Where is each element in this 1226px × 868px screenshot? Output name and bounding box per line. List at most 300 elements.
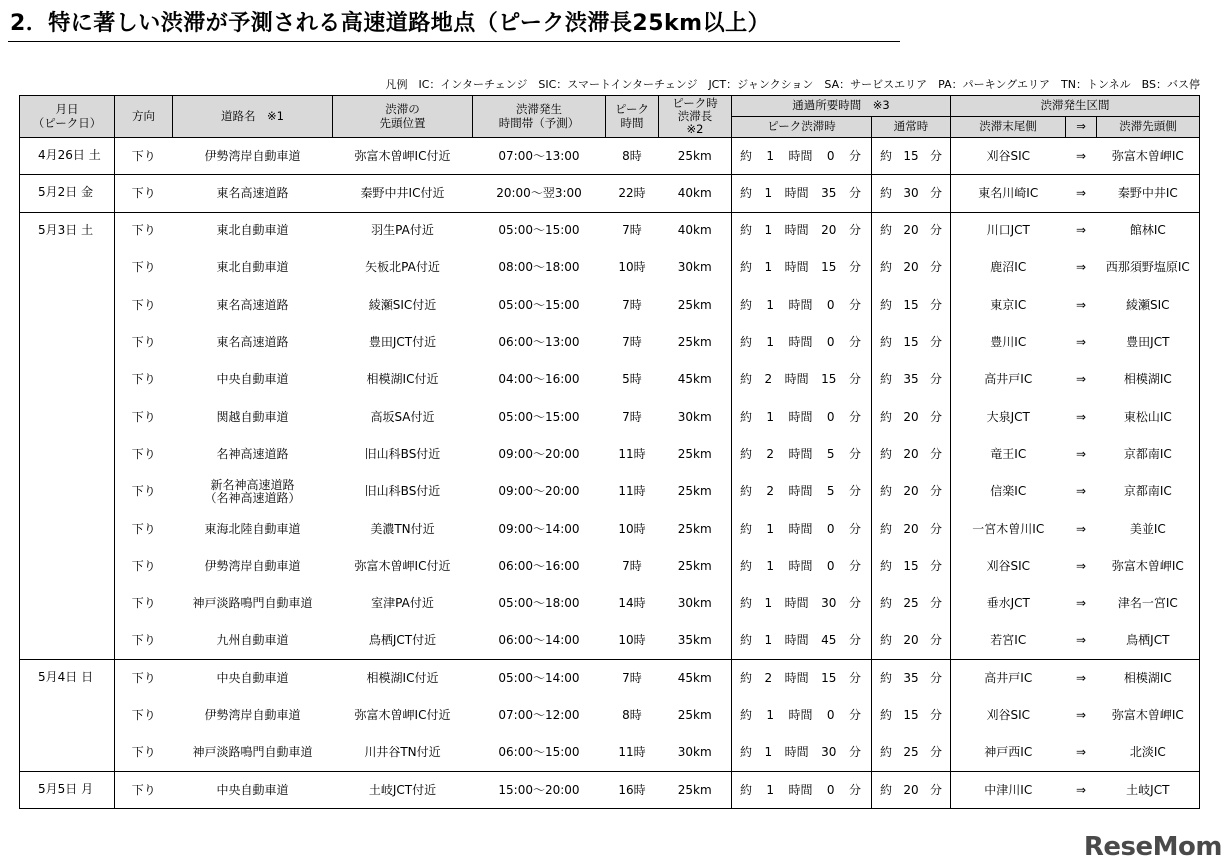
- unit-min: 分: [929, 745, 942, 760]
- congestion-table: [19, 95, 1200, 809]
- unit-hour: 時間: [788, 708, 813, 722]
- value-peak-minutes: 5: [826, 446, 835, 461]
- table-row: [20, 324, 1200, 361]
- cell-timeband: 06:00～16:00: [498, 558, 580, 573]
- value-normal-minutes: 15: [903, 148, 919, 163]
- cell-tail: 中津川IC: [951, 772, 1066, 809]
- cell-peak-time: 16時: [606, 772, 659, 809]
- unit-hour: 時間: [784, 745, 809, 760]
- unit-min: 分: [848, 372, 861, 387]
- cell-peak-time: 7時: [622, 409, 642, 424]
- cell-tail: 豊川IC: [951, 324, 1066, 361]
- cell-front: 館林IC: [1097, 212, 1200, 249]
- cell-front: 秦野中井IC: [1097, 175, 1200, 212]
- cell-direction: 下り: [115, 660, 173, 697]
- value-peak-minutes: 0: [826, 148, 835, 163]
- unit-min: 分: [929, 185, 942, 200]
- cell-road: 神戸淡路鳴門自動車道: [173, 734, 333, 771]
- unit-hour: 時間: [788, 484, 813, 499]
- unit-about: 約: [880, 521, 893, 536]
- cell-timeband: 06:00～13:00: [498, 335, 580, 350]
- value-peak-hours: 2: [764, 372, 773, 387]
- cell-peak-length: 40km: [659, 175, 732, 212]
- value-peak-hours: 1: [766, 409, 775, 424]
- value-peak-minutes: 45: [821, 633, 837, 648]
- unit-min: 分: [848, 185, 861, 200]
- unit-min: 分: [929, 335, 942, 350]
- cell-peak-time: 11時: [618, 484, 646, 499]
- value-peak-minutes: 0: [826, 409, 835, 424]
- unit-hour: 時間: [788, 409, 813, 424]
- unit-about: 約: [740, 596, 753, 611]
- cell-timeband: 04:00～16:00: [498, 372, 580, 387]
- cell-travel-peak: [732, 249, 872, 286]
- cell-arrow: ⇒: [1066, 772, 1097, 809]
- value-normal-minutes: 20: [903, 782, 919, 797]
- cell-tail: 若宮IC: [951, 622, 1066, 659]
- cell-peak-length: 25km: [677, 484, 712, 499]
- cell-arrow: ⇒: [1075, 372, 1087, 387]
- value-normal-minutes: 35: [903, 372, 919, 387]
- cell-tail: 東名川崎IC: [951, 175, 1066, 212]
- unit-min: 分: [929, 409, 942, 424]
- cell-arrow: ⇒: [1075, 708, 1087, 722]
- cell-travel-peak: [732, 510, 872, 547]
- unit-min: 分: [848, 335, 861, 350]
- value-normal-minutes: 20: [903, 633, 919, 648]
- cell-travel-peak: [732, 585, 872, 622]
- value-normal-minutes: 20: [903, 484, 919, 499]
- value-peak-minutes: 5: [826, 484, 835, 499]
- cell-tail: 刈谷SIC: [951, 138, 1066, 175]
- cell-arrow: ⇒: [1075, 260, 1087, 275]
- cell-road: 東名高速道路: [173, 175, 333, 212]
- header-travel-time: 通過所要時間 ※3: [732, 96, 951, 117]
- cell-direction: 下り: [115, 287, 173, 324]
- cell-peak-length: 25km: [659, 138, 732, 175]
- value-peak-hours: 1: [766, 558, 775, 573]
- unit-min: 分: [929, 633, 942, 648]
- cell-arrow: ⇒: [1075, 484, 1087, 499]
- unit-about: 約: [880, 596, 893, 611]
- cell-front: 弥富木曽岬IC: [1097, 548, 1200, 585]
- cell-head-position: 室津PA付近: [371, 596, 434, 611]
- cell-direction: 下り: [115, 734, 173, 771]
- cell-travel-peak: [732, 622, 872, 659]
- cell-arrow: ⇒: [1066, 212, 1097, 249]
- unit-about: 約: [740, 335, 753, 350]
- unit-min: 分: [929, 521, 942, 536]
- unit-min: 分: [929, 782, 942, 797]
- cell-road: 関越自動車道: [216, 409, 289, 424]
- cell-road: 中央自動車道: [173, 660, 333, 697]
- cell-travel-normal: [872, 287, 951, 324]
- cell-peak-length: 40km: [659, 212, 732, 249]
- value-peak-minutes: 0: [826, 782, 835, 797]
- cell-arrow: ⇒: [1075, 558, 1087, 573]
- cell-timeband: 05:00～15:00: [473, 212, 606, 249]
- cell-travel-normal: [872, 399, 951, 436]
- unit-about: 約: [880, 708, 893, 722]
- cell-peak-time: 11時: [618, 446, 646, 461]
- header-peak-time: ピーク 時間: [606, 96, 659, 138]
- cell-peak-time: 5時: [622, 372, 642, 387]
- cell-front: 豊田JCT: [1097, 324, 1200, 361]
- cell-peak-time: 7時: [622, 297, 642, 312]
- cell-head-position: 羽生PA付近: [333, 212, 473, 249]
- value-peak-minutes: 30: [821, 596, 837, 611]
- cell-arrow: ⇒: [1075, 596, 1087, 611]
- header-peak-length: ピーク時 渋滞長 ※2: [659, 96, 732, 138]
- table-body: [20, 138, 1200, 809]
- unit-hour: 時間: [784, 633, 809, 648]
- cell-front: 綾瀬SIC: [1097, 287, 1200, 324]
- unit-min: 分: [848, 782, 861, 797]
- cell-travel-normal: [872, 361, 951, 398]
- table-row: [20, 399, 1200, 436]
- cell-date: 5月4日 日: [20, 660, 115, 772]
- cell-arrow: ⇒: [1066, 175, 1097, 212]
- cell-tail: 川口JCT: [951, 212, 1066, 249]
- cell-peak-length: 45km: [677, 372, 712, 387]
- cell-front: 京都南IC: [1097, 473, 1200, 510]
- cell-peak-time: 8時: [622, 708, 642, 722]
- unit-min: 分: [929, 372, 942, 387]
- cell-peak-time: 22時: [606, 175, 659, 212]
- cell-date: 5月3日 土: [20, 212, 115, 660]
- unit-about: 約: [880, 335, 893, 350]
- value-peak-minutes: 0: [826, 708, 835, 722]
- cell-timeband: 06:00～14:00: [473, 622, 606, 659]
- unit-about: 約: [740, 558, 753, 573]
- value-peak-hours: 1: [764, 223, 773, 238]
- cell-peak-length: 30km: [677, 409, 712, 424]
- value-peak-minutes: 30: [821, 745, 837, 760]
- cell-timeband: 07:00～13:00: [473, 138, 606, 175]
- unit-about: 約: [740, 409, 753, 424]
- cell-timeband: 20:00～翌3:00: [473, 175, 606, 212]
- unit-about: 約: [740, 521, 753, 536]
- unit-about: 約: [880, 558, 893, 573]
- cell-tail: 高井戸IC: [951, 361, 1066, 398]
- value-peak-hours: 2: [766, 484, 775, 499]
- cell-peak-time: 7時: [622, 558, 642, 573]
- cell-travel-normal: [872, 249, 951, 286]
- cell-head-position: 矢板北PA付近: [365, 260, 440, 275]
- value-peak-hours: 2: [764, 670, 773, 685]
- cell-road: 東北自動車道: [173, 212, 333, 249]
- value-peak-hours: 1: [764, 260, 773, 275]
- unit-hour: 時間: [788, 521, 813, 536]
- value-normal-minutes: 25: [903, 745, 919, 760]
- cell-travel-peak: [732, 697, 872, 734]
- unit-min: 分: [929, 596, 942, 611]
- unit-about: 約: [880, 223, 893, 238]
- unit-about: 約: [880, 185, 893, 200]
- unit-about: 約: [740, 670, 753, 685]
- cell-travel-peak: [732, 175, 872, 212]
- cell-road: 中央自動車道: [216, 372, 289, 387]
- cell-road: 東北自動車道: [216, 260, 289, 275]
- value-peak-hours: 2: [766, 446, 775, 461]
- cell-timeband: 06:00～15:00: [473, 734, 606, 771]
- unit-about: 約: [740, 372, 753, 387]
- cell-travel-normal: [872, 622, 951, 659]
- cell-head-position: 弥富木曽岬IC付近: [333, 138, 473, 175]
- header-tail: 渋滞末尾側: [951, 117, 1066, 138]
- cell-peak-length: 25km: [677, 521, 712, 536]
- cell-timeband: 09:00～20:00: [498, 484, 580, 499]
- value-normal-minutes: 20: [903, 260, 919, 275]
- unit-min: 分: [848, 596, 861, 611]
- cell-front: 東松山IC: [1097, 399, 1200, 436]
- header-timeband: 渋滞発生 時間帯（予測）: [473, 96, 606, 138]
- cell-head-position: 相模湖IC付近: [366, 372, 439, 387]
- value-peak-hours: 1: [764, 633, 773, 648]
- cell-travel-peak: [732, 734, 872, 771]
- value-normal-minutes: 20: [903, 409, 919, 424]
- unit-about: 約: [740, 708, 753, 722]
- cell-tail: 一宮木曽川IC: [951, 510, 1066, 547]
- value-peak-hours: 1: [766, 335, 775, 350]
- value-normal-minutes: 20: [903, 223, 919, 238]
- table-row: [20, 175, 1200, 212]
- table-row: [20, 585, 1200, 622]
- value-peak-hours: 1: [766, 708, 775, 722]
- value-peak-hours: 1: [766, 782, 775, 797]
- cell-peak-length: 25km: [677, 446, 712, 461]
- unit-min: 分: [929, 558, 942, 573]
- cell-peak-time: 7時: [606, 660, 659, 697]
- cell-travel-peak: [732, 548, 872, 585]
- cell-front: 北淡IC: [1097, 734, 1200, 771]
- unit-min: 分: [848, 633, 861, 648]
- cell-head-position: 相模湖IC付近: [333, 660, 473, 697]
- cell-tail: 信楽IC: [951, 473, 1066, 510]
- cell-front: 西那須野塩原IC: [1097, 249, 1200, 286]
- cell-tail: 大泉JCT: [951, 399, 1066, 436]
- cell-tail: 高井戸IC: [951, 660, 1066, 697]
- value-normal-minutes: 20: [903, 521, 919, 536]
- header-section: 渋滞発生区間: [951, 96, 1200, 117]
- cell-peak-length: 45km: [659, 660, 732, 697]
- unit-min: 分: [929, 223, 942, 238]
- cell-travel-peak: [732, 436, 872, 473]
- table-row: [20, 287, 1200, 324]
- value-peak-minutes: 15: [821, 260, 837, 275]
- unit-hour: 時間: [784, 596, 809, 611]
- unit-hour: 時間: [784, 260, 809, 275]
- unit-hour: 時間: [788, 782, 813, 797]
- header-arrow: ⇒: [1066, 117, 1097, 138]
- unit-min: 分: [848, 558, 861, 573]
- table-row: [20, 510, 1200, 547]
- cell-peak-length: 30km: [659, 734, 732, 771]
- header-road: 道路名 ※1: [173, 96, 333, 138]
- cell-travel-normal: [872, 212, 951, 249]
- cell-peak-time: 10時: [606, 622, 659, 659]
- cell-peak-time: 8時: [606, 138, 659, 175]
- cell-head-position: 弥富木曽岬IC付近: [354, 708, 451, 722]
- cell-direction: 下り: [115, 399, 173, 436]
- cell-front: 美並IC: [1097, 510, 1200, 547]
- unit-about: 約: [880, 148, 893, 163]
- cell-front: 相模湖IC: [1097, 361, 1200, 398]
- cell-tail: 刈谷SIC: [951, 548, 1066, 585]
- cell-head-position: 旧山科BS付近: [364, 484, 441, 499]
- unit-min: 分: [848, 446, 861, 461]
- table-row: [20, 697, 1200, 734]
- cell-peak-length: 25km: [677, 708, 712, 722]
- unit-min: 分: [848, 148, 861, 163]
- value-peak-minutes: 0: [826, 521, 835, 536]
- cell-timeband: 08:00～18:00: [498, 260, 580, 275]
- cell-direction: 下り: [115, 138, 173, 175]
- unit-min: 分: [929, 708, 942, 722]
- cell-direction: 下り: [115, 175, 173, 212]
- unit-hour: 時間: [788, 335, 813, 350]
- unit-about: 約: [740, 148, 753, 163]
- unit-min: 分: [848, 409, 861, 424]
- table-row: [20, 660, 1200, 697]
- cell-peak-length: 35km: [659, 622, 732, 659]
- cell-arrow: ⇒: [1066, 734, 1097, 771]
- unit-min: 分: [848, 708, 861, 722]
- title-underline: [8, 41, 900, 42]
- cell-direction: 下り: [115, 548, 173, 585]
- cell-travel-peak: [732, 287, 872, 324]
- cell-arrow: ⇒: [1066, 622, 1097, 659]
- value-peak-minutes: 0: [826, 335, 835, 350]
- cell-travel-normal: [872, 734, 951, 771]
- unit-min: 分: [929, 484, 942, 499]
- value-normal-minutes: 20: [903, 446, 919, 461]
- cell-front: 鳥栖JCT: [1097, 622, 1200, 659]
- unit-about: 約: [880, 372, 893, 387]
- cell-travel-normal: [872, 324, 951, 361]
- cell-direction: 下り: [115, 473, 173, 510]
- cell-peak-length: 25km: [659, 772, 732, 809]
- cell-date: 5月2日 金: [20, 175, 115, 212]
- cell-travel-normal: [872, 175, 951, 212]
- table-row: [20, 772, 1200, 809]
- cell-head-position: 弥富木曽岬IC付近: [354, 558, 451, 573]
- cell-travel-normal: [872, 660, 951, 697]
- cell-direction: 下り: [115, 585, 173, 622]
- cell-head-position: 旧山科BS付近: [364, 446, 441, 461]
- cell-travel-peak: [732, 212, 872, 249]
- cell-peak-time: 14時: [618, 596, 646, 611]
- unit-about: 約: [880, 484, 893, 499]
- cell-timeband: 15:00～20:00: [473, 772, 606, 809]
- cell-travel-normal: [872, 548, 951, 585]
- cell-travel-normal: [872, 510, 951, 547]
- value-peak-hours: 1: [766, 521, 775, 536]
- cell-timeband: 07:00～12:00: [498, 708, 580, 722]
- value-peak-hours: 1: [764, 185, 773, 200]
- cell-travel-peak: [732, 361, 872, 398]
- unit-hour: 時間: [788, 446, 813, 461]
- cell-travel-normal: [872, 436, 951, 473]
- cell-arrow: ⇒: [1075, 297, 1087, 312]
- unit-hour: 時間: [788, 148, 813, 163]
- unit-min: 分: [848, 521, 861, 536]
- unit-hour: 時間: [788, 297, 813, 312]
- cell-travel-normal: [872, 772, 951, 809]
- cell-direction: 下り: [115, 510, 173, 547]
- unit-about: 約: [740, 446, 753, 461]
- value-normal-minutes: 15: [903, 558, 919, 573]
- table-row: [20, 473, 1200, 510]
- unit-about: 約: [740, 260, 753, 275]
- cell-peak-time: 7時: [606, 212, 659, 249]
- cell-head-position: 高坂SA付近: [370, 409, 435, 424]
- unit-min: 分: [929, 446, 942, 461]
- header-date: 月日 （ピーク日）: [20, 96, 115, 138]
- cell-arrow: ⇒: [1075, 521, 1087, 536]
- table-row: [20, 436, 1200, 473]
- cell-tail: 神戸西IC: [951, 734, 1066, 771]
- unit-about: 約: [880, 745, 893, 760]
- cell-travel-peak: [732, 399, 872, 436]
- cell-head-position: 鳥栖JCT付近: [333, 622, 473, 659]
- cell-road: 伊勢湾岸自動車道: [173, 138, 333, 175]
- unit-min: 分: [929, 297, 942, 312]
- cell-arrow: ⇒: [1066, 660, 1097, 697]
- value-peak-minutes: 15: [821, 670, 837, 685]
- table-row: [20, 361, 1200, 398]
- table-row: [20, 734, 1200, 771]
- cell-timeband: 05:00～14:00: [473, 660, 606, 697]
- unit-about: 約: [880, 409, 893, 424]
- unit-about: 約: [740, 633, 753, 648]
- value-peak-minutes: 0: [826, 558, 835, 573]
- cell-travel-normal: [872, 585, 951, 622]
- cell-direction: 下り: [115, 772, 173, 809]
- cell-road: 東名高速道路: [216, 297, 289, 312]
- cell-travel-normal: [872, 473, 951, 510]
- cell-head-position: 秦野中井IC付近: [333, 175, 473, 212]
- cell-travel-peak: [732, 660, 872, 697]
- value-peak-minutes: 20: [821, 223, 837, 238]
- table-row: [20, 138, 1200, 175]
- unit-min: 分: [929, 148, 942, 163]
- cell-road: 東名高速道路: [216, 335, 289, 350]
- unit-about: 約: [740, 782, 753, 797]
- cell-front: 弥富木曽岬IC: [1097, 697, 1200, 734]
- value-peak-hours: 1: [764, 596, 773, 611]
- cell-head-position: 豊田JCT付近: [368, 335, 437, 350]
- unit-min: 分: [848, 670, 861, 685]
- cell-road: 中央自動車道: [173, 772, 333, 809]
- cell-tail: 鹿沼IC: [951, 249, 1066, 286]
- cell-travel-peak: [732, 138, 872, 175]
- cell-tail: 刈谷SIC: [951, 697, 1066, 734]
- cell-arrow: ⇒: [1075, 446, 1087, 461]
- cell-timeband: 05:00～15:00: [498, 297, 580, 312]
- value-peak-hours: 1: [766, 148, 775, 163]
- value-peak-hours: 1: [764, 745, 773, 760]
- unit-about: 約: [880, 297, 893, 312]
- header-travel-peak: ピーク渋滞時: [732, 117, 872, 138]
- unit-min: 分: [848, 260, 861, 275]
- unit-min: 分: [848, 745, 861, 760]
- cell-peak-length: 30km: [677, 260, 712, 275]
- cell-front: 弥富木曽岬IC: [1097, 138, 1200, 175]
- unit-hour: 時間: [784, 670, 809, 685]
- cell-road: 九州自動車道: [173, 622, 333, 659]
- value-peak-minutes: 35: [821, 185, 837, 200]
